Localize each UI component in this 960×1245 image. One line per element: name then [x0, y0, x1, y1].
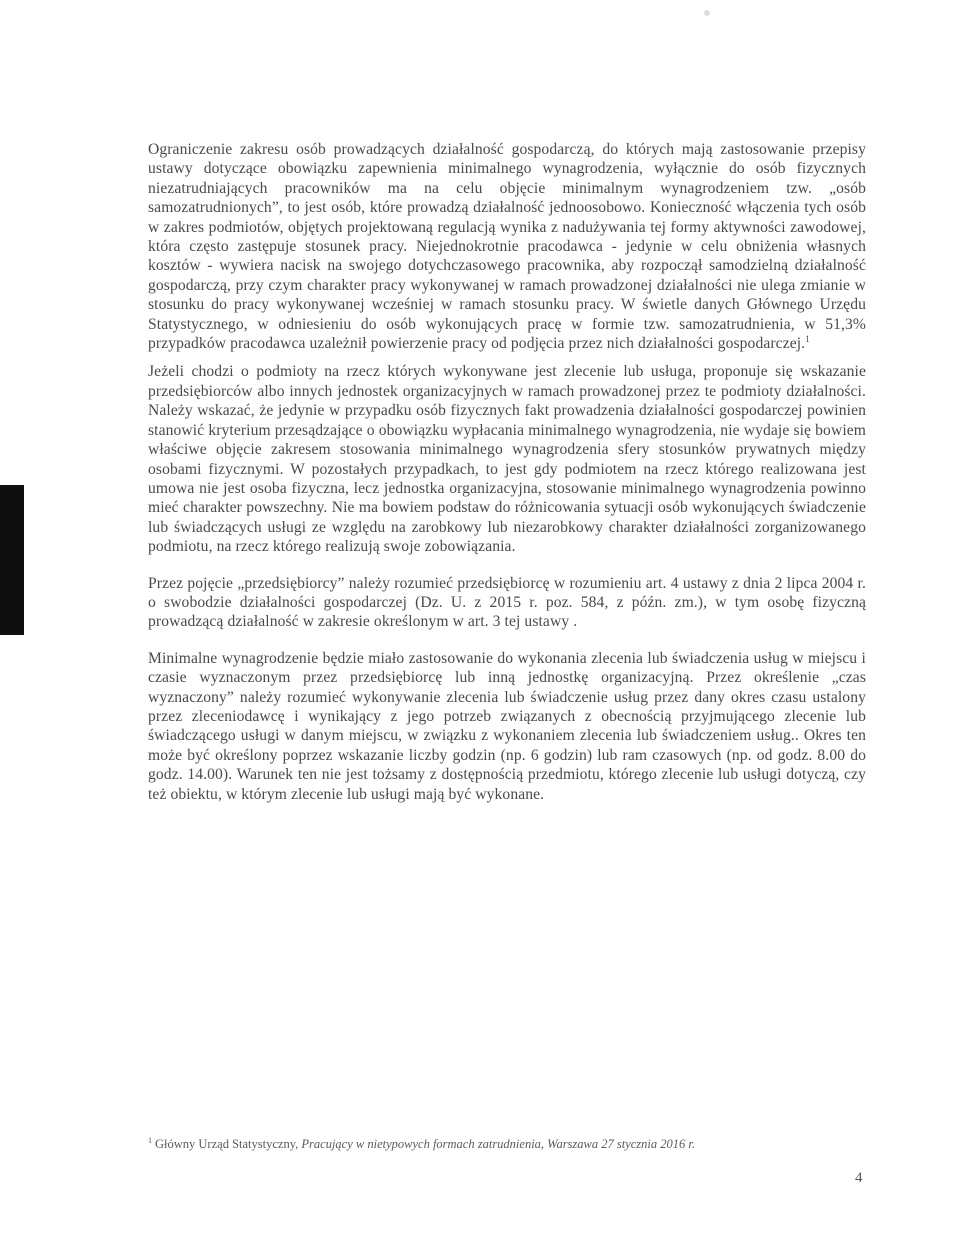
footnote-title: Pracujący w nietypowych formach zatrudnienia, Warszawa 27 stycznia 2016 r. — [301, 1137, 696, 1151]
paragraph-4: Minimalne wynagrodzenie będzie miało zastosowanie do wykonania zlecenia lub świadczenia usług w miejscu i czasie wyznaczonym przez przedsiębiorcę lub inną jednostkę organizacyjną. Przez określenie „czas wyznaczony” należy rozumieć wykonywanie zlecenia lub świadczenie usług przez dany okres czasu ustalony przez zleceniodawcę i wynikający z jego potrzeb związanych z obecnością przyjmującego zlecenie lub świadczącego usługi w danym miejscu, w związku z wykonaniem zlecenia lub świadczeniem usług.. Okres ten może być określony poprzez wskazanie liczby godzin (np. 6 godzin) lub ram czasowych (np. od godz. 8.00 do godz. 14.00). Warunek ten nie jest tożsamy z dostępnością przedmiotu, którego zlecenie lub usługi dotyczą, czy też obiektu, w którym zlecenie lub usługi mają być wykonane. — [148, 649, 866, 803]
footnote — [148, 1137, 866, 1152]
paragraph-1-text: Ograniczenie zakresu osób prowadzących działalność gospodarczą, do których mają zastosowanie przepisy ustawy dotyczące obowiązku zapewnienia minimalnego wynagrodzenia, wyłącznie do osób fizycznych niezatrudniających pracowników ma na celu objęcie minimalnym wynagrodzeniem tzw. „osób samozatrudnionych”, to jest osób, które prowadzą działalność jednoosobowo. Konieczność włączenia tych osób w zakres podmiotów, objętych projektowaną regulacją wynika z nadużywania tej formy aktywności zawodowej, która często zastępuje stosunek pracy. Niejednokrotnie pracodawca - jedynie w celu obniżenia własnych kosztów - wywiera nacisk na swojego dotychczasowego pracownika, aby rozpoczął samodzielną działalność gospodarczą, przy czym charakter pracy wykonywanej w ramach prowadzonej działalności nie ulega zmianie w stosunku do pracy wykonywanej wcześniej w ramach stosunku pracy. W świetle danych Głównego Urzędu Statystycznego, w odniesieniu do osób wykonujących pracę w formie tzw. samozatrudnienia, w 51,3% przypadków pracodawca uzależnił powierzenie pracy od podjęcia przez nich działalności gospodarczej. — [148, 141, 866, 353]
body-text — [148, 140, 866, 821]
page-number: 4 — [855, 1170, 863, 1186]
paragraph-3: Przez pojęcie „przedsiębiorcy” należy rozumieć przedsiębiorcę w rozumieniu art. 4 ustawy z dnia 2 lipca 2004 r. o swobodzie działalności gospodarczej (Dz. U. z 2015 r. poz. 584, z późn. zm.), w tym osobę fizyczną prowadzącą działalność w zakresie określonym w art. 3 tej ustawy . — [148, 574, 866, 631]
paragraph-2: Jeżeli chodzi o podmioty na rzecz których wykonywane jest zlecenie lub usługa, proponuje się wskazanie przedsiębiorców albo innych jednostek organizacyjnych w ramach prowadzonej przez te podmioty działalności. Należy wskazać, że jedynie w przypadku osób fizycznych fakt prowadzenia działalności gospodarczej powinien stanowić kryterium przesądzające o obowiązku wypłacania minimalnego wynagrodzenia, nie wydaje się bowiem właściwe objęcie zakresem stosowania minimalnego wynagrodzenia sfery stosunków prywatnych między osobami fizycznymi. W pozostałych przypadkach, to jest gdy podmiotem na rzecz którego realizowana jest umowa nie jest osoba fizyczna, lecz jednostka organizacyjna, stosowanie minimalnego wynagrodzenia powinno mieć charakter powszechny. Nie ma bowiem podstaw do różnicowania sytuacji osób wykonujących świadczenie lub świadczących usługi ze względu na zarobkowy lub niezarobkowy charakter działalności zorganizowanego podmiotu, na rzecz którego realizują swoje zobowiązania. — [148, 363, 866, 556]
scan-edge-mark — [0, 485, 24, 635]
footnote-source: Główny Urząd Statystyczny, — [155, 1137, 302, 1151]
scan-artifact-dot — [704, 10, 710, 16]
footnote-mark: 1 — [148, 1135, 152, 1145]
paragraph-1 — [148, 140, 866, 353]
footnote-reference[interactable]: 1 — [805, 333, 810, 344]
